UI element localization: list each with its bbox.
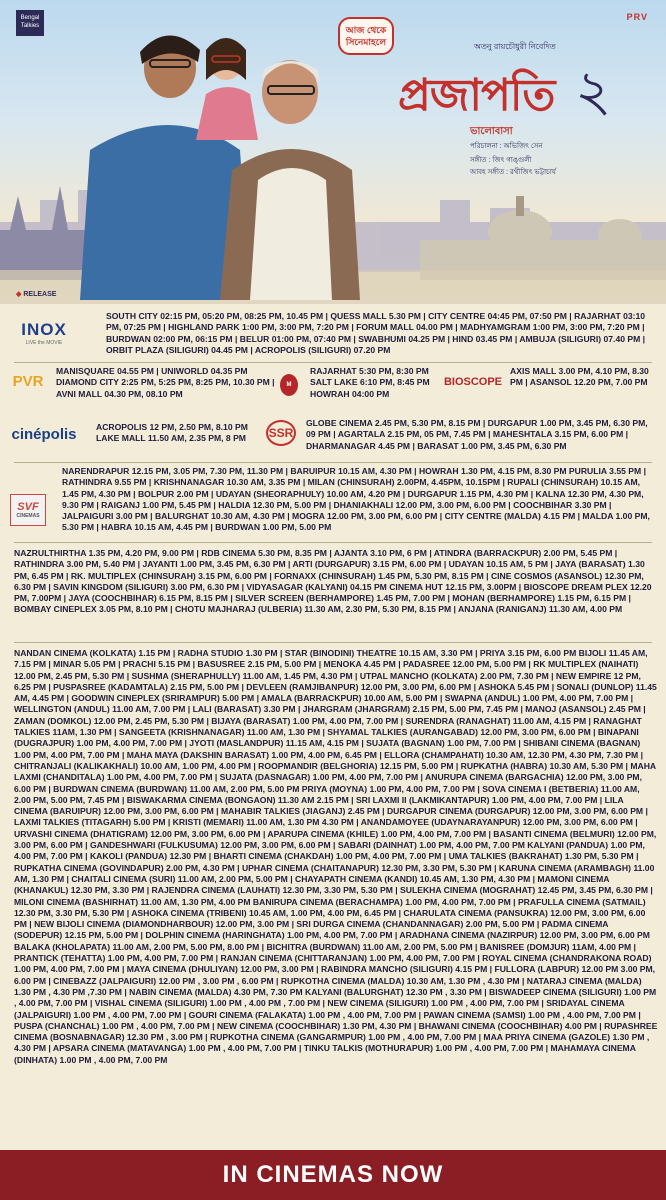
movie-title: প্রজাপতি — [398, 70, 555, 121]
now-showing-bubble: আজ থেকে সিনেমাহলে — [338, 17, 394, 55]
showtime-listings — [0, 304, 666, 1140]
svf-logo-text: SVF — [17, 501, 39, 513]
movie-subtitle: ভালোবাসা — [470, 126, 513, 137]
presenter-credit: অতনু রায়চৌধুরী নিবেদিত — [474, 42, 556, 51]
movie-title-number: ২ — [575, 59, 612, 124]
section-divider — [14, 462, 652, 463]
release-text: RELEASE — [23, 291, 57, 298]
section-divider — [14, 362, 652, 363]
cinepolis-showtimes: ACROPOLIS 12 PM, 2.50 PM, 8.10 PM LAKE MALL 11.50 AM, 2.35 PM, 8 PM — [96, 422, 248, 444]
pvr-logo: PVR — [12, 372, 44, 390]
bioscope-showtimes: AXIS MALL 3.00 PM, 4.10 PM, 8.30 PM | ASANSOL 12.20 PM, 7.00 PM — [510, 366, 649, 388]
prv-logo: PRV — [626, 12, 648, 22]
pvr-showtimes: MANISQUARE 04.55 PM | UNIWORLD 04.35 PM DIAMOND CITY 2:25 PM, 5:25 PM, 8:25 PM, 10.30 PM | AVNI MALL 04.30 PM, 08.10 PM — [56, 366, 275, 399]
studio-logo: Bengal Talkies — [16, 10, 44, 36]
release-brand-icon: ◆ — [16, 291, 22, 298]
poster-banner — [0, 0, 666, 304]
music-credit: সঙ্গীত : জিৎ গাঙ্গুলী — [470, 157, 532, 164]
single-screens-showtimes: NANDAN CINEMA (KOLKATA) 1.15 PM | RADHA STUDIO 1.30 PM | STAR (BINODINI) THEATRE 10.15 AM, 3.30 PM | PRIYA 3.15 PM, 6.00 PM BIJOLI 11.45 AM, 7.15 PM | MINAR 5.05 PM | PRACHI 5.15 PM | BASUSREE 2.15 PM, 5.00 PM | MENOKA 4.45 PM | PADASREE 12.00 PM, 5.00 PM | RK MULTIPLEX (NAIHATI) 12.00 PM, 2.45 PM, 5.30 PM | SUSHMA (SHERAPHULLY) 11.00 AM, 1.45 PM, 4.30 PM | UTPAL MANCHO (KOLKATA) 2.00 PM, 7.30 PM | NEW EMPIRE 12 PM, 6.25 PM | PUSPASREE (KADAMTALA) 2.15 PM, 5.00 PM | DEVLEEN (RAMJIBANPUR) 12.00 PM, 3.00 PM, 6.00 PM | ASHOKA 5.45 PM | SONALI (DUNLOP) 11.45 AM, 4.45 PM | GOODWIN CINEPLEX (SRIRAMPUR) 5.00 PM | AMALA (BARRACKPUR) 10.00 AM, 5.00 PM | SWAPNA (ANDUL) 1.00 PM, 4.00 PM, 7.00 PM | WELLINGTON (ANDUL) 11.00 AM, 7.00 PM | LALI (BARASAT) 3.30 PM | JHARGRAM (JHARGRAM) 2.15 PM, 5.00 PM, 7.45 PM | MANOJ (ASANSOL) 2.45 PM | ZAMAN (DOMKOL) 12.00 PM, 2.45 PM, 5.30 PM | BIJAYA (BARASAT) 1.00 PM, 4.00 PM, 7.00 PM | SURENDRA (RANAGHAT) 11.00 AM, 4.15 PM | RANAGHAT TALKIES 11AM, 1.30 PM | SANGEETA (KRISHNANAGAR) 11.00 AM, 1.30 PM | SHYAMAL TALKIES (AURANGABAD) 12.00 PM, 3.00 PM, 6.00 PM | BINAPANI (DUGRAJPUR) 1.00 PM, 4.00 PM, 7.00 PM | JYOTI (MASLANDPUR) 11.15 AM, 4.15 PM | SUJATA (BAGNAN) 1.00 PM, 7.00 PM | SHIBANI CINEMA (BAGNAN) 1.00 PM, 4.00 PM, 7.00 PM | MAHA MAYA (DAKSHIN BARASAT) 1.00 PM, 4.00 PM, 6.45 PM | ELLORA (CHAMPAHATI) 10.30 AM, 12.30 PM, 4.30 PM, 7.30 PM | CHITRANJALI (KALIKAKHALI) 10.00 AM, 1.00 PM, 4.00 PM | ROOPMANDIR (BELGHORIA) 12.15 PM, 5.00 PM | RUPKATHA (HABRA) 10.30 AM, 5.30 PM | MAHA LAXMI (CHANDITALA) 1.00 PM, 4.00 PM, 7.00 PM | SUJATA (DASNAGAR) 1.00 PM, 4.00 PM, 7.00 PM | ANURUPA CINEMA (BARGACHIA) 12.00 PM, 3.00 PM, 6.00 PM | BURDWAN CINEMA (BURDWAN) 11.00 AM, 2.00 PM, 5.00 PM PRIYA (MOYNA) 1.00 PM, 4.00 PM, 7.00 PM | SOVA CINEMA I (BETBERIA) 11.00 AM, 2.00 PM, 5.00 PM, 7.45 PM | BISWAKARMA CINEMA (BONGAON) 11.30 AM 2.15 PM | SRI LAXMI II (LAKMIKANTAPUR) 1.00 PM, 4.00 PM, 7.00 PM | LILA CINEMA (BARUIPUR) 12.00 PM, 3.00 PM, 6.00 PM | MAHABIR TALKIES (JIAGANJ) 2.45 PM | DURGAPUR CINEMA (DURGAPUR) 12.00 PM, 3.00 PM, 6.00 PM | LAXMI TALKIES (TITAGARH) 5.00 PM | KRISTI (MEMARI) 11.00 AM, 1.30 PM 4.30 PM | ANANDAMOYEE (UDAYNARAYANPUR) 12.00 PM, 3.00 PM, 6.00 PM | URVASHI CINEMA (DHATIGRAM) 12.00 PM, 3.00 PM, 6.00 PM | APARUPA CINEMA (KHILE) 1.00 PM, 4.00 PM, 7.00 PM | BASANTI CINEMA (BELMURI) 12.00 PM, 3.00 PM, 6.00 PM | GANDESHWARI (FULKUSUMA) 12.00 PM, 3.00 PM, 6.00 PM | SABARI (DAINHAT) 1.00 PM, 4.00 PM, 7.00 PM KALYANI (PANDUA) 1.00 PM, 4.00 PM, 7.00 PM | KAKOLI (PANDUA) 12.30 PM | BHARTI CINEMA (CHAKDAH) 1.00 PM, 4.00 PM, 7.00 PM | UMA TALKIES (BAKRAHAT) 1.30 PM, 5.30 PM | RUPKATHA CINEMA (GOVINDAPUR) 2.00 PM, 4.30 PM | UPHAR CINEMA (CHAITANAPUR) 12.30 PM, 3.30 PM, 5.30 PM | KARUNA CINEMA (ARAMBAGH) 11.00 AM, 1.30 PM | CHAITALI CINEMA (SURI) 11.00 AM, 2.00 PM, 5.00 PM | CHAYAPATH CINEMA (KANDI) 10.45 AM, 1.30 PM, 4.30 PM | MAMONI CINEMA (KHANAKUL) 12.30 PM, 3.30 PM | RAJENDRA CINEMA (LAUHATI) 12.30 PM, 3.30 PM, 5.30 PM | SULEKHA CINEMA (MOGRAHAT) 12.45 PM, 3.45 PM, 6.30 PM | MILONI CINEMA (BASHIRHAT) 11.00 AM, 1.30 PM, 4.00 PM BANIRUPA CINEMA (BERACHAMPA) 1.00 PM, 4.00 PM, 7.00 PM | PRAFULLA CINEMA (SATMAIL) 12.30 PM, 3.30 PM, 5.30 PM | ASHOKA CINEMA (TRIBENI) 10.45 AM, 1.00 PM, 4.00 PM, 6.45 PM | CHARULATA CINEMA (PANSUKRA) 12.00 PM, 3.00 PM, 6.00 PM | NEW BIJOLI CINEMA (DIAMONDHARBOUR) 12.00 PM, 3.00 PM | SRI DURGA CINEMA (CHANDANNAGAR) 2.00 PM, 5.00 PM | PADMA CINEMA (SODEPUR) 12.15 PM, 5.00 PM | DOLPHIN CINEMA (HARINGHATA) 1.00 PM, 4.00 PM, 7.00 PM | ARADHANA CINEMA (NAZIRPUR) 12.00 PM, 3.00 PM, 6.00 PM BALAKA (KHOLAPATA) 11.00 AM, 2.00 PM, 5.00 PM, 8.00 PM | BICHITRA (BURDWAN) 11.00 AM, 2.00 PM, 5.00 PM | BANISREE (DOMJUR) 11AM, 4.00 PM | PRANTICK (TEHATTA) 1.00 PM, 4.00 PM, 7.00 PM | RANJAN CINEMA (CHITTARANJAN) 1.00 PM, 4.00 PM, 7.00 PM | ROYAL CINEMA (CHANDRAKONA ROAD) 1.00 PM, 4.00 PM, 7.00 PM | MAYA CINEMA (DHULIYAN) 12.00 PM, 3.00 PM | RABINDRA MANCHO (SILIGURI) 4.15 PM | FULLORA (LABPUR) 12.00 PM 3.00 PM, 6.00 PM | CINEBAZZ (JALPAIGURI) 12.00 PM , 3.00 PM , 6.00 PM | RUPKOTHA CINEMA (MALDA) 10.30 AM, 1.30 PM , 4.30 PM | NATARAJ CINEMA (MALDA) 1.30 PM , 4.30 PM ,7.30 PM | NABIN CINEMA (MALDA) 4.30 PM, 7.30 PM KALYANI (BALURGHAT) 12.30 PM , 3.30 PM | BISWADEEP CINEMA (SILIGURI) 1.00 PM , 4.00 PM, 7.00 PM | VISHAL CINEMA (SILIGURI) 1.00 PM , 4.00 PM , 7.00 PM | NEW CINEMA (SILIGURI) 1.00 PM , 4.00 PM, 7.00 PM | SRIDAYAL CINEMA (JALPAIGURI) 1.00 PM , 4.00 PM, 7.00 PM | GOURI CINEMA (FALAKATA) 1.00 PM , 4.00 PM, 7.00 PM | PAWAN CINEMA (SAMSI) 1.00 PM , 4.00 PM, 7.00 PM | PUSPA (CHANCHAL) 1.00 PM , 4.00 PM, 7.00 PM | NEW CINEMA (COOCHBIHAR) 1.30 PM, 4.30 PM | BHAWANI CINEMA (COOCHBIHAR) 4.00 PM | RUPASHREE CINEMA (BOSNABNAGAR) 12.30 PM , 3.00 PM | RUPKOTHA CINEMA (GANGARMPUR) 1.00 PM , 4.00 PM, 7.00 PM | MAA PRIYA CINEMA (GAZOLE) 1.30 PM , 4.30 PM | APSARA CINEMA (MATAVANGA) 1.00 PM , 4.00 PM, 7.00 PM | TINKU TALKIS (MOTHURAPUR) 1.00 PM , 4.00 PM, 7.00 PM | MAHAMAYA CINEMA (DINHATA) 1.00 PM , 4.00 PM, 7.00 PM — [14, 648, 658, 1065]
bg-music-credit: আবহ সঙ্গীত : রথীজিৎ ভট্টাচার্য — [470, 169, 556, 176]
inox-logo-text: INOX — [21, 320, 67, 339]
section-divider — [14, 542, 652, 543]
svf-showtimes: NARENDRAPUR 12.15 PM, 3.05 PM, 7.30 PM, 11.30 PM | BARUIPUR 10.15 AM, 4.30 PM | HOWRAH 1.30 PM, 4.15 PM, 8.30 PM PURULIA 3.55 PM | RATHINDRA 9.55 PM | KRISHNANAGAR 10.30 AM, 3.35 PM | MILAN (CHINSURAH) 2.00PM, 4.45PM, 10.15PM | RUPALI (CHINSURAH) 10.15 AM, 1.45 PM, 4.30 PM | BOLPUR 2.00 PM | UDAYAN (SHEORAPHULY) 10.00 AM, 4.20 PM | DURGAPUR 1.15 PM, 4.30 PM | KALNA 12.30 PM, 4.30 PM, 9.30 PM | RAIGANJ 1.00 PM, 5.45 PM | HALDIA 12.30 PM, 5.00 PM | DHANIAKHALI 12.00 PM, 3.00 PM, 6.00 PM | COOCHBIHAR 3.30 PM | JALPAIGURI 3.00 PM | BALURGHAT 10.30 AM, 4.30 PM | MOGRA 12.00 PM, 3.00 PM, 6.00 PM | CITY CENTRE (MALDA) 4.15 PM | MALDA 1.00 PM, 5.30 PM | HABRA 10.15 AM, 4.45 PM | BURDWAN 1.00 PM, 5.00 PM — [62, 466, 650, 533]
release-label — [16, 290, 56, 298]
section-divider — [14, 642, 652, 643]
miraj-logo-icon: M — [280, 374, 298, 396]
other-theatres-showtimes: NAZRULTHIRTHA 1.35 PM, 4.20 PM, 9.00 PM | RDB CINEMA 5.30 PM, 8.35 PM | AJANTA 3.10 PM, 6 PM | ATINDRA (BARRACKPUR) 2.00 PM, 5.45 PM | RATHINDRA 3.00 PM, 5.40 PM | JAYANTI 1.00 PM, 3.45 PM, 6.30 PM | ARTI (DURGAPUR) 3.15 PM, 6.00 PM | UDAYAN 10.15 AM, 5 PM | JAYA (BARASAT) 1.30 PM, 6.45 PM | RK. MULTIPLEX (CHINSURAH) 3.15 PM, 6.00 PM | FORNAXX (CHINSURAH) 1.45 PM, 5.30 PM, 8.15 PM | CINE COSMOS (ASANSOL) 12.30 PM, 6.30 PM | SAVIN KINGDOM (SILIGURI) 3.00 PM, 6.30 PM | VIDYASAGAR (KALYANI) 04.15 PM CINEMA HUT 12.15 PM, 3.00PM | BIOSCOPE DREAM PLEX 12.20 PM, 7.00PM | JAYA (COOCHBIHAR) 6.15 PM, 8.15 PM | SILVER SCREEN (BERHAMPORE) 1.45 PM, 7.00 PM | MOHAN (BERHAMPORE) 1.15 PM, 6.15 PM | BOMBAY CINEPLEX 3.05 PM, 8.10 PM | CHOTU MAJHARAJ (ULBERIA) 11.30 AM, 2.30 PM, 5.30 PM, 8.15 PM | ANJANA (RANIGANJ) 11.30 AM, 4.00 PM — [14, 548, 652, 615]
in-cinemas-banner: IN CINEMAS NOW — [0, 1150, 666, 1200]
inox-logo — [14, 318, 74, 348]
ssr-showtimes: GLOBE CINEMA 2.45 PM, 5.30 PM, 8.15 PM | DURGAPUR 1.00 PM, 3.45 PM, 6.30 PM, 09 PM | AGARTALA 2.15 PM, 05 PM, 7.45 PM | MAHESHTALA 3.15 PM, 6.00 PM | DHARMANAGAR 4.45 PM | BARASAT 1.00 PM, 3.45 PM, 6.30 PM — [306, 418, 648, 451]
director-credit: পরিচালনা : অভিজিৎ সেন — [470, 143, 543, 150]
cast-group-illustration — [80, 35, 360, 300]
poster-artwork — [0, 0, 666, 304]
svf-logo — [10, 494, 46, 526]
svf-logo-sub: CINEMAS — [16, 513, 40, 519]
cinepolis-logo: cinépolis — [11, 425, 77, 443]
inox-tagline: LIVE the MOVIE — [25, 340, 63, 346]
inox-showtimes: SOUTH CITY 02:15 PM, 05:20 PM, 08:25 PM, 10.45 PM | QUESS MALL 5.30 PM | CITY CENTRE 04:45 PM, 07:50 PM | RAJARHAT 03:10 PM, 07:25 PM | HIGHLAND PARK 1:00 PM, 3:00 PM, 7:20 PM | FORUM MALL 04.00 PM | MADHYAMGRAM 1:00 PM, 3:00 PM, 7:20 PM | BURDWAN 02:00 PM, 06:15 PM | BELUR 01:00 PM, 07:40 PM | SWABHUMI 04.25 PM | HIND 03.45 PM | AMBUJA (SILIGURI) 07.40 PM | ORBIT PLAZA (SILIGURI) 04.45 PM | ACROPOLIS (SILIGURI) 07.20 PM — [106, 311, 646, 355]
bioscope-logo: BIOSCOPE — [443, 376, 503, 388]
ssr-logo: SSR — [266, 420, 296, 446]
miraj-showtimes: RAJARHAT 5:30 PM, 8:30 PM SALT LAKE 6:10 PM, 8:45 PM HOWRAH 04:00 PM — [310, 366, 430, 399]
